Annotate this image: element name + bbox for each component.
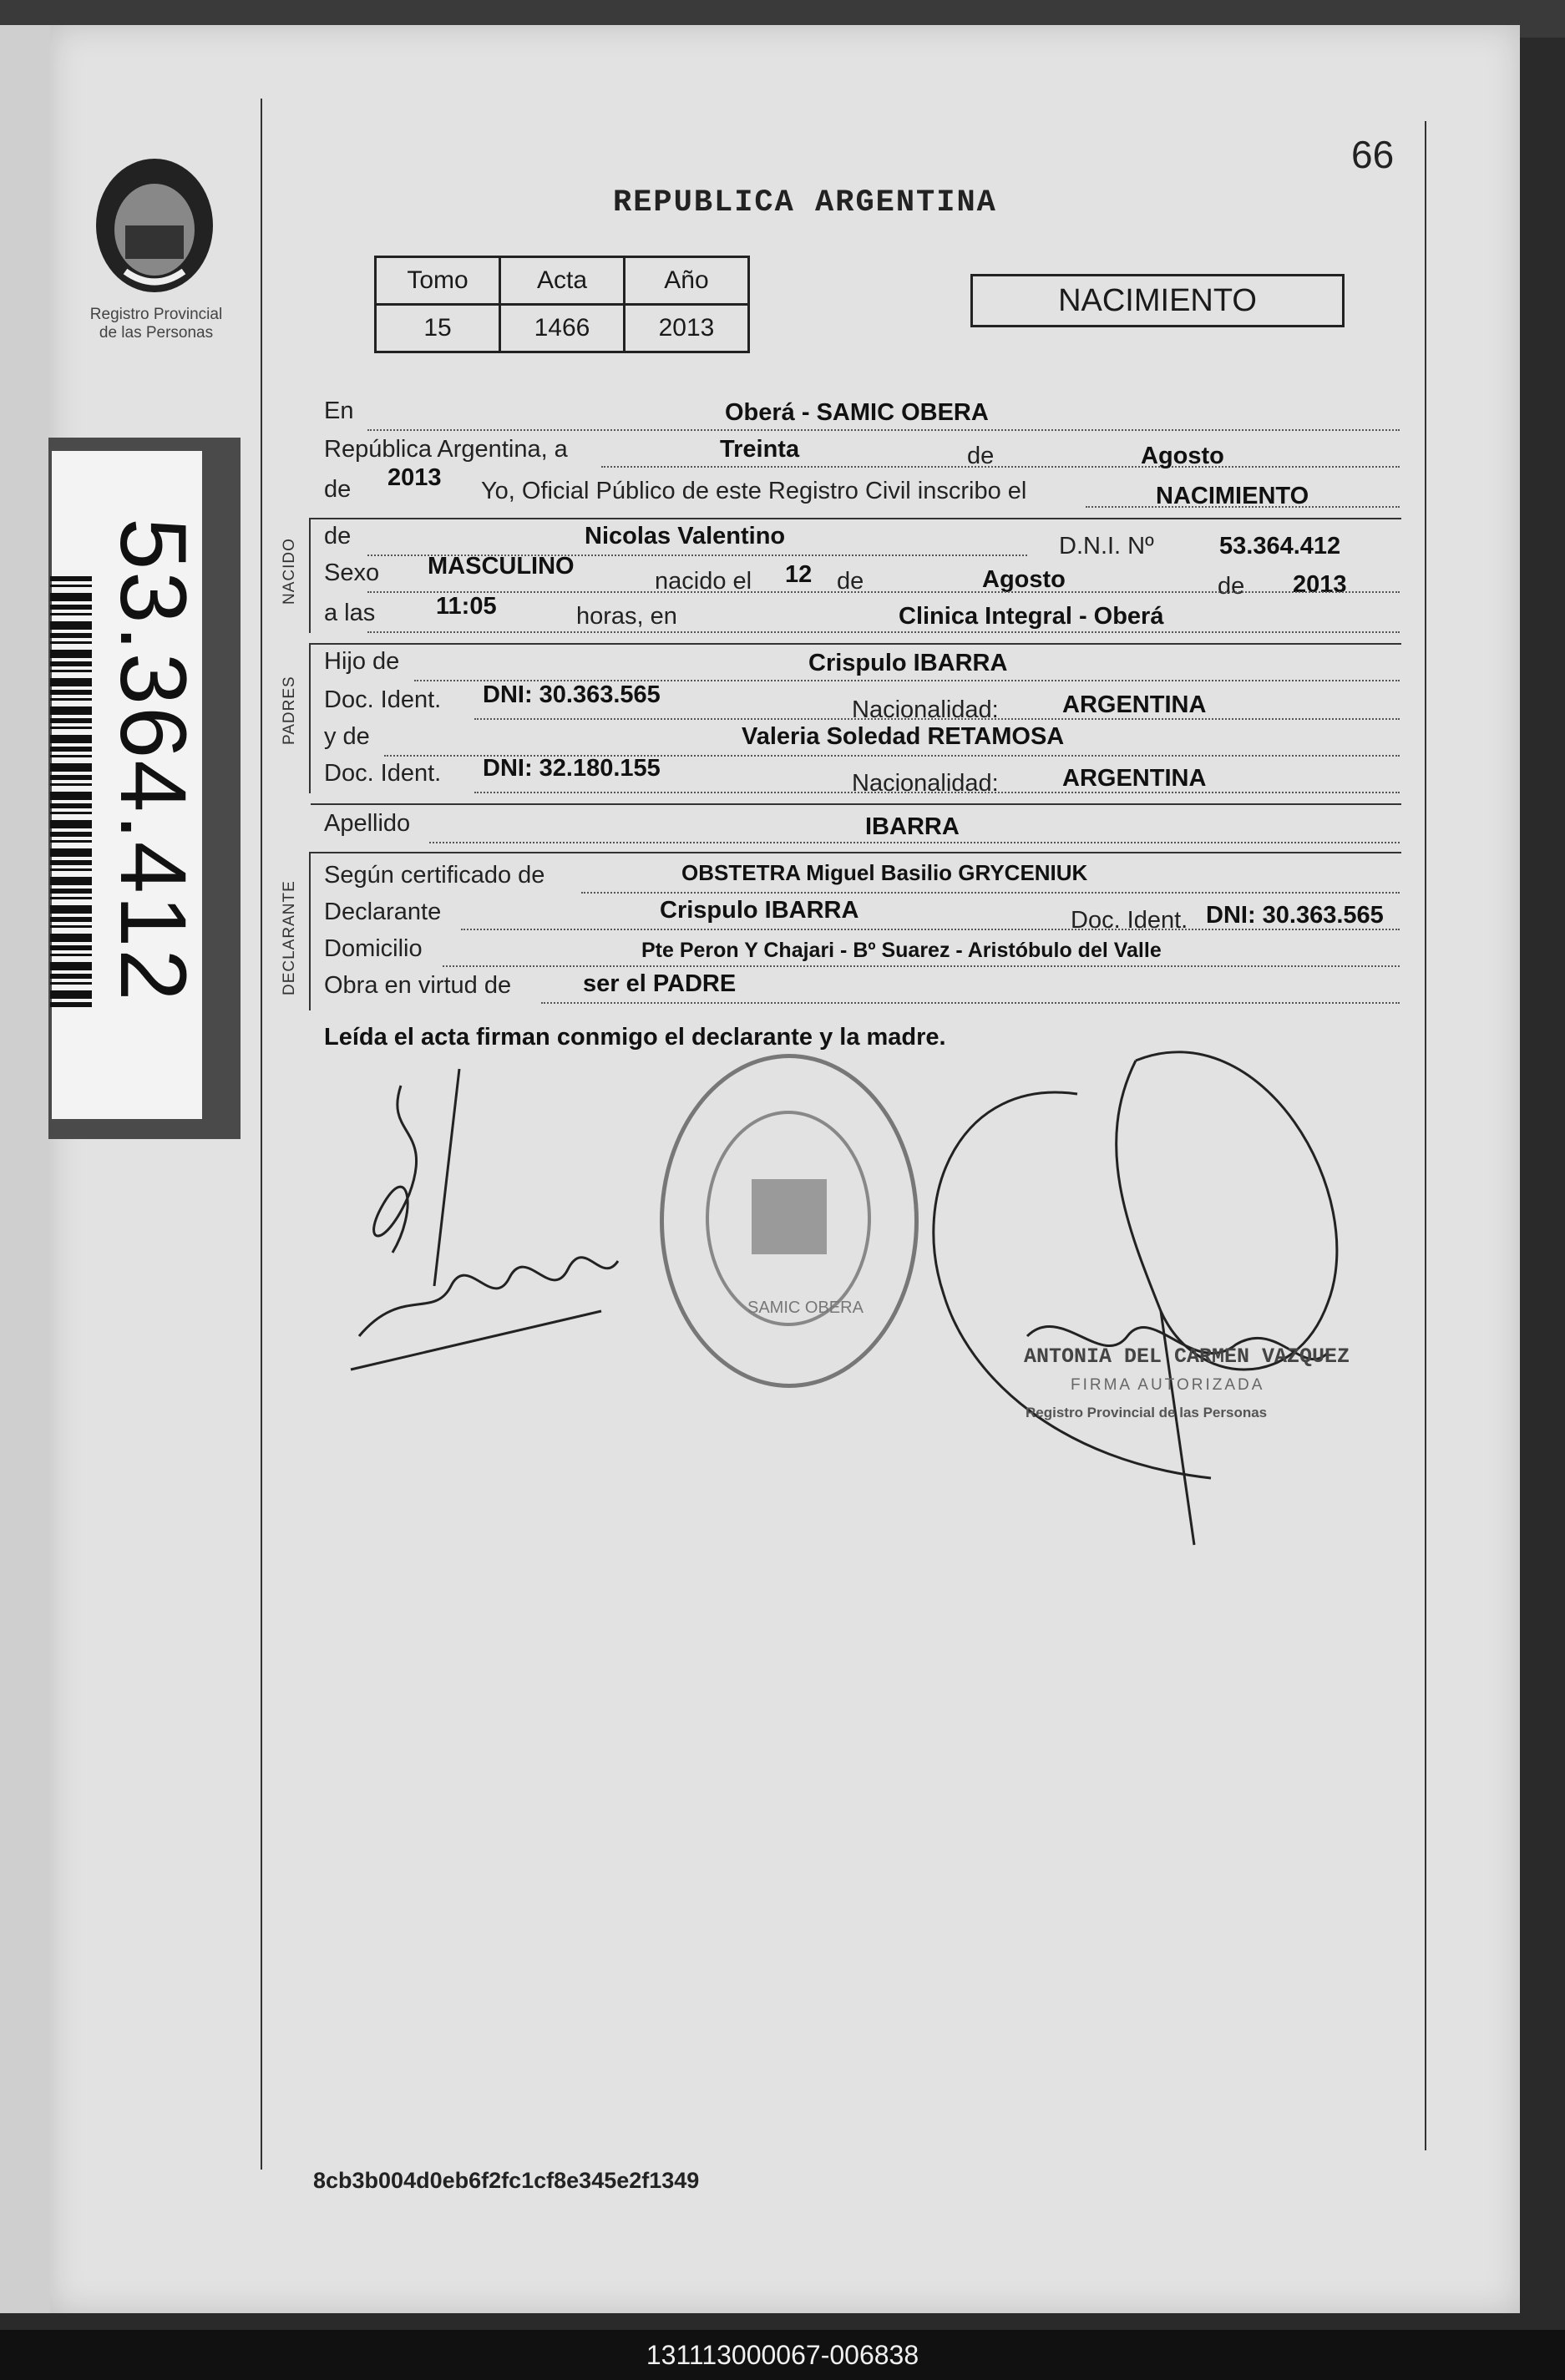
dots: [541, 1002, 1400, 1004]
authority-line3: Registro Provincial de las Personas: [1026, 1405, 1268, 1420]
country-title: REPUBLICA ARGENTINA: [613, 185, 997, 220]
record-type-box: NACIMIENTO: [970, 274, 1345, 327]
month-value: Agosto: [1141, 443, 1224, 469]
dots: [474, 718, 1400, 720]
dots: [429, 842, 1400, 843]
section-line: [309, 852, 311, 1010]
padres-section-label: PADRES: [281, 676, 298, 745]
nacido-el-label: nacido el: [655, 568, 752, 595]
y-de-label: y de: [324, 723, 370, 750]
hijo-de-label: Hijo de: [324, 648, 400, 675]
dots: [461, 929, 1400, 930]
barcode-bars: [50, 576, 92, 1010]
en-label: En: [324, 398, 354, 424]
page-number: 66: [1351, 133, 1395, 176]
anio-value: 2013: [625, 305, 749, 352]
inscribo-value: NACIMIENTO: [1156, 483, 1309, 509]
officer-signature-icon: [860, 1027, 1378, 1562]
mother-nationality: ARGENTINA: [1062, 765, 1207, 792]
divider: [311, 803, 1401, 805]
dots: [367, 429, 1400, 431]
dots: [443, 965, 1400, 967]
nacionalidad-label: Nacionalidad:: [852, 696, 999, 723]
year-value: 2013: [387, 464, 442, 491]
declarant-signature-icon: [334, 1036, 635, 1386]
mother-doc: DNI: 32.180.155: [483, 755, 661, 782]
obra-value: ser el PADRE: [583, 970, 737, 997]
de-label: de: [967, 443, 995, 469]
dots: [581, 892, 1400, 894]
misiones-emblem-icon: [75, 146, 234, 305]
doc-ident-label: Doc. Ident.: [324, 760, 442, 787]
birth-day: 12: [785, 561, 813, 588]
yo-text: Yo, Oficial Público de este Registro Civil inscribo el: [481, 478, 1027, 504]
binding-edge: [0, 25, 50, 2313]
divider: [311, 518, 1401, 519]
father-name: Crispulo IBARRA: [808, 650, 1008, 676]
closing-statement: Leída el acta firman conmigo el declarante y la madre.: [324, 1024, 946, 1051]
de2-label: de: [324, 476, 352, 503]
birth-time: 11:05: [436, 593, 497, 620]
acta-value: 1466: [500, 305, 625, 352]
dots: [601, 466, 1400, 468]
father-nationality: ARGENTINA: [1062, 691, 1207, 718]
domicilio-value: Pte Peron Y Chajari - Bº Suarez - Aristóbulo del Valle: [641, 939, 1162, 962]
authority-line2: FIRMA AUTORIZADA: [1071, 1376, 1265, 1394]
barcode-number: 53.364.412: [101, 518, 205, 1003]
child-name: Nicolas Valentino: [585, 523, 786, 549]
logo-caption-line1: Registro Provincial: [89, 306, 223, 323]
place-value: Oberá - SAMIC OBERA: [725, 399, 989, 426]
section-line: [309, 518, 311, 633]
declarante-label: Declarante: [324, 899, 442, 925]
dots: [474, 792, 1400, 793]
nacido-section-label: NACIDO: [281, 538, 298, 605]
a-las-label: a las: [324, 600, 376, 626]
footer-code: 131113000067-006838: [0, 2330, 1565, 2380]
republica-label: República Argentina, a: [324, 436, 568, 463]
father-doc: DNI: 30.363.565: [483, 681, 661, 708]
dots: [367, 591, 1400, 593]
certificado-label: Según certificado de: [324, 862, 545, 889]
birth-place: Clinica Integral - Oberá: [899, 603, 1164, 630]
document-hash: 8cb3b004d0eb6f2fc1cf8e345e2f1349: [313, 2168, 700, 2193]
mother-name: Valeria Soledad RETAMOSA: [742, 723, 1065, 750]
declarante-doc: DNI: 30.363.565: [1206, 902, 1384, 929]
birth-month: Agosto: [982, 566, 1066, 593]
tomo-header: Tomo: [376, 257, 500, 305]
horas-label: horas, en: [576, 603, 677, 630]
sexo-label: Sexo: [324, 560, 380, 586]
declarante-doc-label: Doc. Ident.: [1071, 907, 1188, 934]
divider: [311, 643, 1401, 645]
birth-year: 2013: [1293, 571, 1347, 598]
registry-table: [374, 256, 750, 353]
domicilio-label: Domicilio: [324, 935, 423, 962]
apellido-label: Apellido: [324, 810, 411, 837]
declarante-value: Crispulo IBARRA: [660, 897, 859, 924]
obra-label: Obra en virtud de: [324, 972, 512, 999]
de-label: de: [837, 568, 864, 595]
divider: [311, 852, 1401, 853]
dni-label: D.N.I. Nº: [1059, 533, 1154, 560]
de-label: de: [1218, 573, 1245, 600]
nacionalidad-label: Nacionalidad:: [852, 770, 999, 797]
authority-name: ANTONIA DEL CARMEN VAZQUEZ: [1024, 1344, 1350, 1369]
logo-caption-line2: de las Personas: [99, 324, 214, 342]
child-dni: 53.364.412: [1219, 533, 1341, 560]
declarante-section-label: DECLARANTE: [281, 880, 298, 995]
tomo-value: 15: [376, 305, 500, 352]
svg-text:SAMIC OBERA: SAMIC OBERA: [747, 1299, 864, 1317]
certificado-value: OBSTETRA Miguel Basilio GRYCENIUK: [681, 860, 1088, 885]
nacido-de-label: de: [324, 523, 352, 549]
left-border-line: [261, 99, 262, 2170]
anio-header: Año: [625, 257, 749, 305]
sexo-value: MASCULINO: [428, 553, 575, 580]
dots: [367, 631, 1400, 633]
day-word-value: Treinta: [720, 436, 800, 463]
right-border-line: [1425, 121, 1426, 2150]
doc-ident-label: Doc. Ident.: [324, 686, 442, 713]
apellido-value: IBARRA: [865, 813, 960, 840]
section-line: [309, 643, 311, 793]
acta-header: Acta: [500, 257, 625, 305]
